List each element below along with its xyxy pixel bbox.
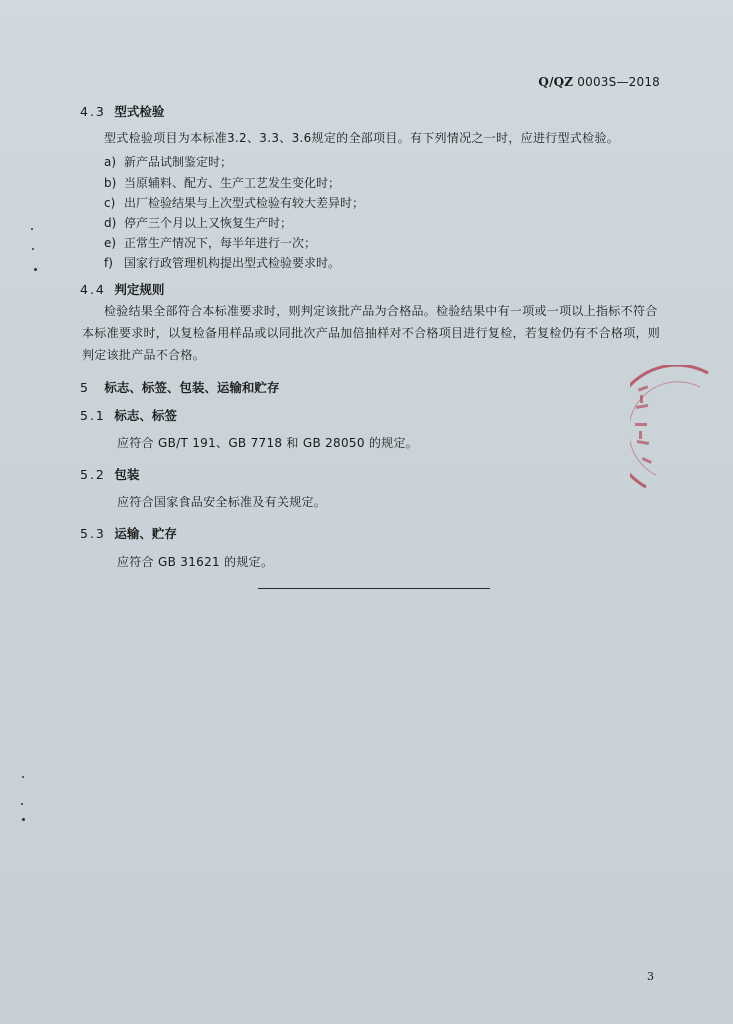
section-number: 5.3 bbox=[80, 526, 106, 541]
section-title: 标志、标签、包装、运输和贮存 bbox=[104, 380, 280, 395]
section-4-3-intro: 型式检验项目为本标准3.2、3.3、3.6规定的全部项目。有下列情况之一时，应进行型式检验。 bbox=[104, 131, 620, 145]
section-number: 5.2 bbox=[80, 467, 106, 482]
list-item bbox=[104, 254, 340, 271]
list-text: 当原辅料、配方、生产工艺发生变化时； bbox=[124, 176, 341, 190]
list-marker: f) bbox=[104, 256, 113, 270]
margin-mark bbox=[31, 228, 33, 230]
list-text: 新产品试制鉴定时； bbox=[124, 155, 233, 169]
list-item bbox=[104, 174, 340, 191]
list-marker: b) bbox=[104, 176, 117, 190]
list-marker: c) bbox=[104, 196, 116, 210]
list-marker: a) bbox=[104, 155, 117, 169]
seal-stamp bbox=[630, 365, 733, 495]
section-title: 包装 bbox=[114, 467, 140, 482]
section-4-4-body: 检验结果全部符合本标准要求时，则判定该批产品为合格品。检验结果中有一项或一项以上指标不符合本标准要求时，以复检备用样品或以同批次产品加倍抽样对不合格项目进行复检，若复检仍有不合格项，则判定该批产品不合格。 bbox=[82, 304, 661, 362]
section-number: 5.1 bbox=[80, 408, 106, 423]
section-title: 运输、贮存 bbox=[114, 526, 177, 541]
section-title: 标志、标签 bbox=[114, 408, 177, 423]
page-number: 3 bbox=[647, 970, 654, 983]
margin-mark bbox=[21, 803, 23, 805]
list-marker: e) bbox=[104, 236, 117, 250]
section-5-1-heading bbox=[80, 406, 177, 424]
margin-mark bbox=[22, 776, 24, 778]
end-of-text-rule bbox=[258, 588, 490, 589]
section-5-1-body: 应符合 GB/T 191、GB 7718 和 GB 28050 的规定。 bbox=[117, 436, 419, 450]
section-4-4-heading bbox=[80, 280, 164, 298]
standard-code bbox=[538, 75, 660, 89]
section-number: 4.4 bbox=[80, 282, 106, 297]
list-item bbox=[104, 194, 364, 211]
section-5-2-heading bbox=[80, 465, 139, 483]
section-5-heading bbox=[80, 378, 279, 396]
standard-code-number: 0003S—2018 bbox=[577, 75, 660, 89]
list-text: 停产三个月以上又恢复生产时； bbox=[124, 216, 293, 230]
standard-code-prefix: Q/QZ bbox=[538, 75, 574, 89]
list-item bbox=[104, 234, 316, 251]
section-5-2-body: 应符合国家食品安全标准及有关规定。 bbox=[117, 495, 327, 509]
section-title: 判定规则 bbox=[114, 282, 165, 297]
margin-mark bbox=[32, 248, 34, 250]
margin-mark bbox=[22, 818, 25, 821]
section-4-3-heading bbox=[80, 102, 164, 120]
list-text: 正常生产情况下，每半年进行一次； bbox=[124, 236, 317, 250]
list-marker: d) bbox=[104, 216, 117, 230]
section-5-3-body: 应符合 GB 31621 的规定。 bbox=[117, 555, 274, 569]
list-item bbox=[104, 153, 232, 170]
list-text: 国家行政管理机构提出型式检验要求时。 bbox=[124, 256, 341, 270]
section-number: 4.3 bbox=[80, 104, 106, 119]
section-5-3-heading bbox=[80, 524, 177, 542]
section-number: 5 bbox=[80, 380, 90, 395]
list-item bbox=[104, 214, 292, 231]
list-text: 出厂检验结果与上次型式检验有较大差异时； bbox=[124, 196, 365, 210]
margin-mark bbox=[34, 268, 37, 271]
section-title: 型式检验 bbox=[114, 104, 165, 119]
